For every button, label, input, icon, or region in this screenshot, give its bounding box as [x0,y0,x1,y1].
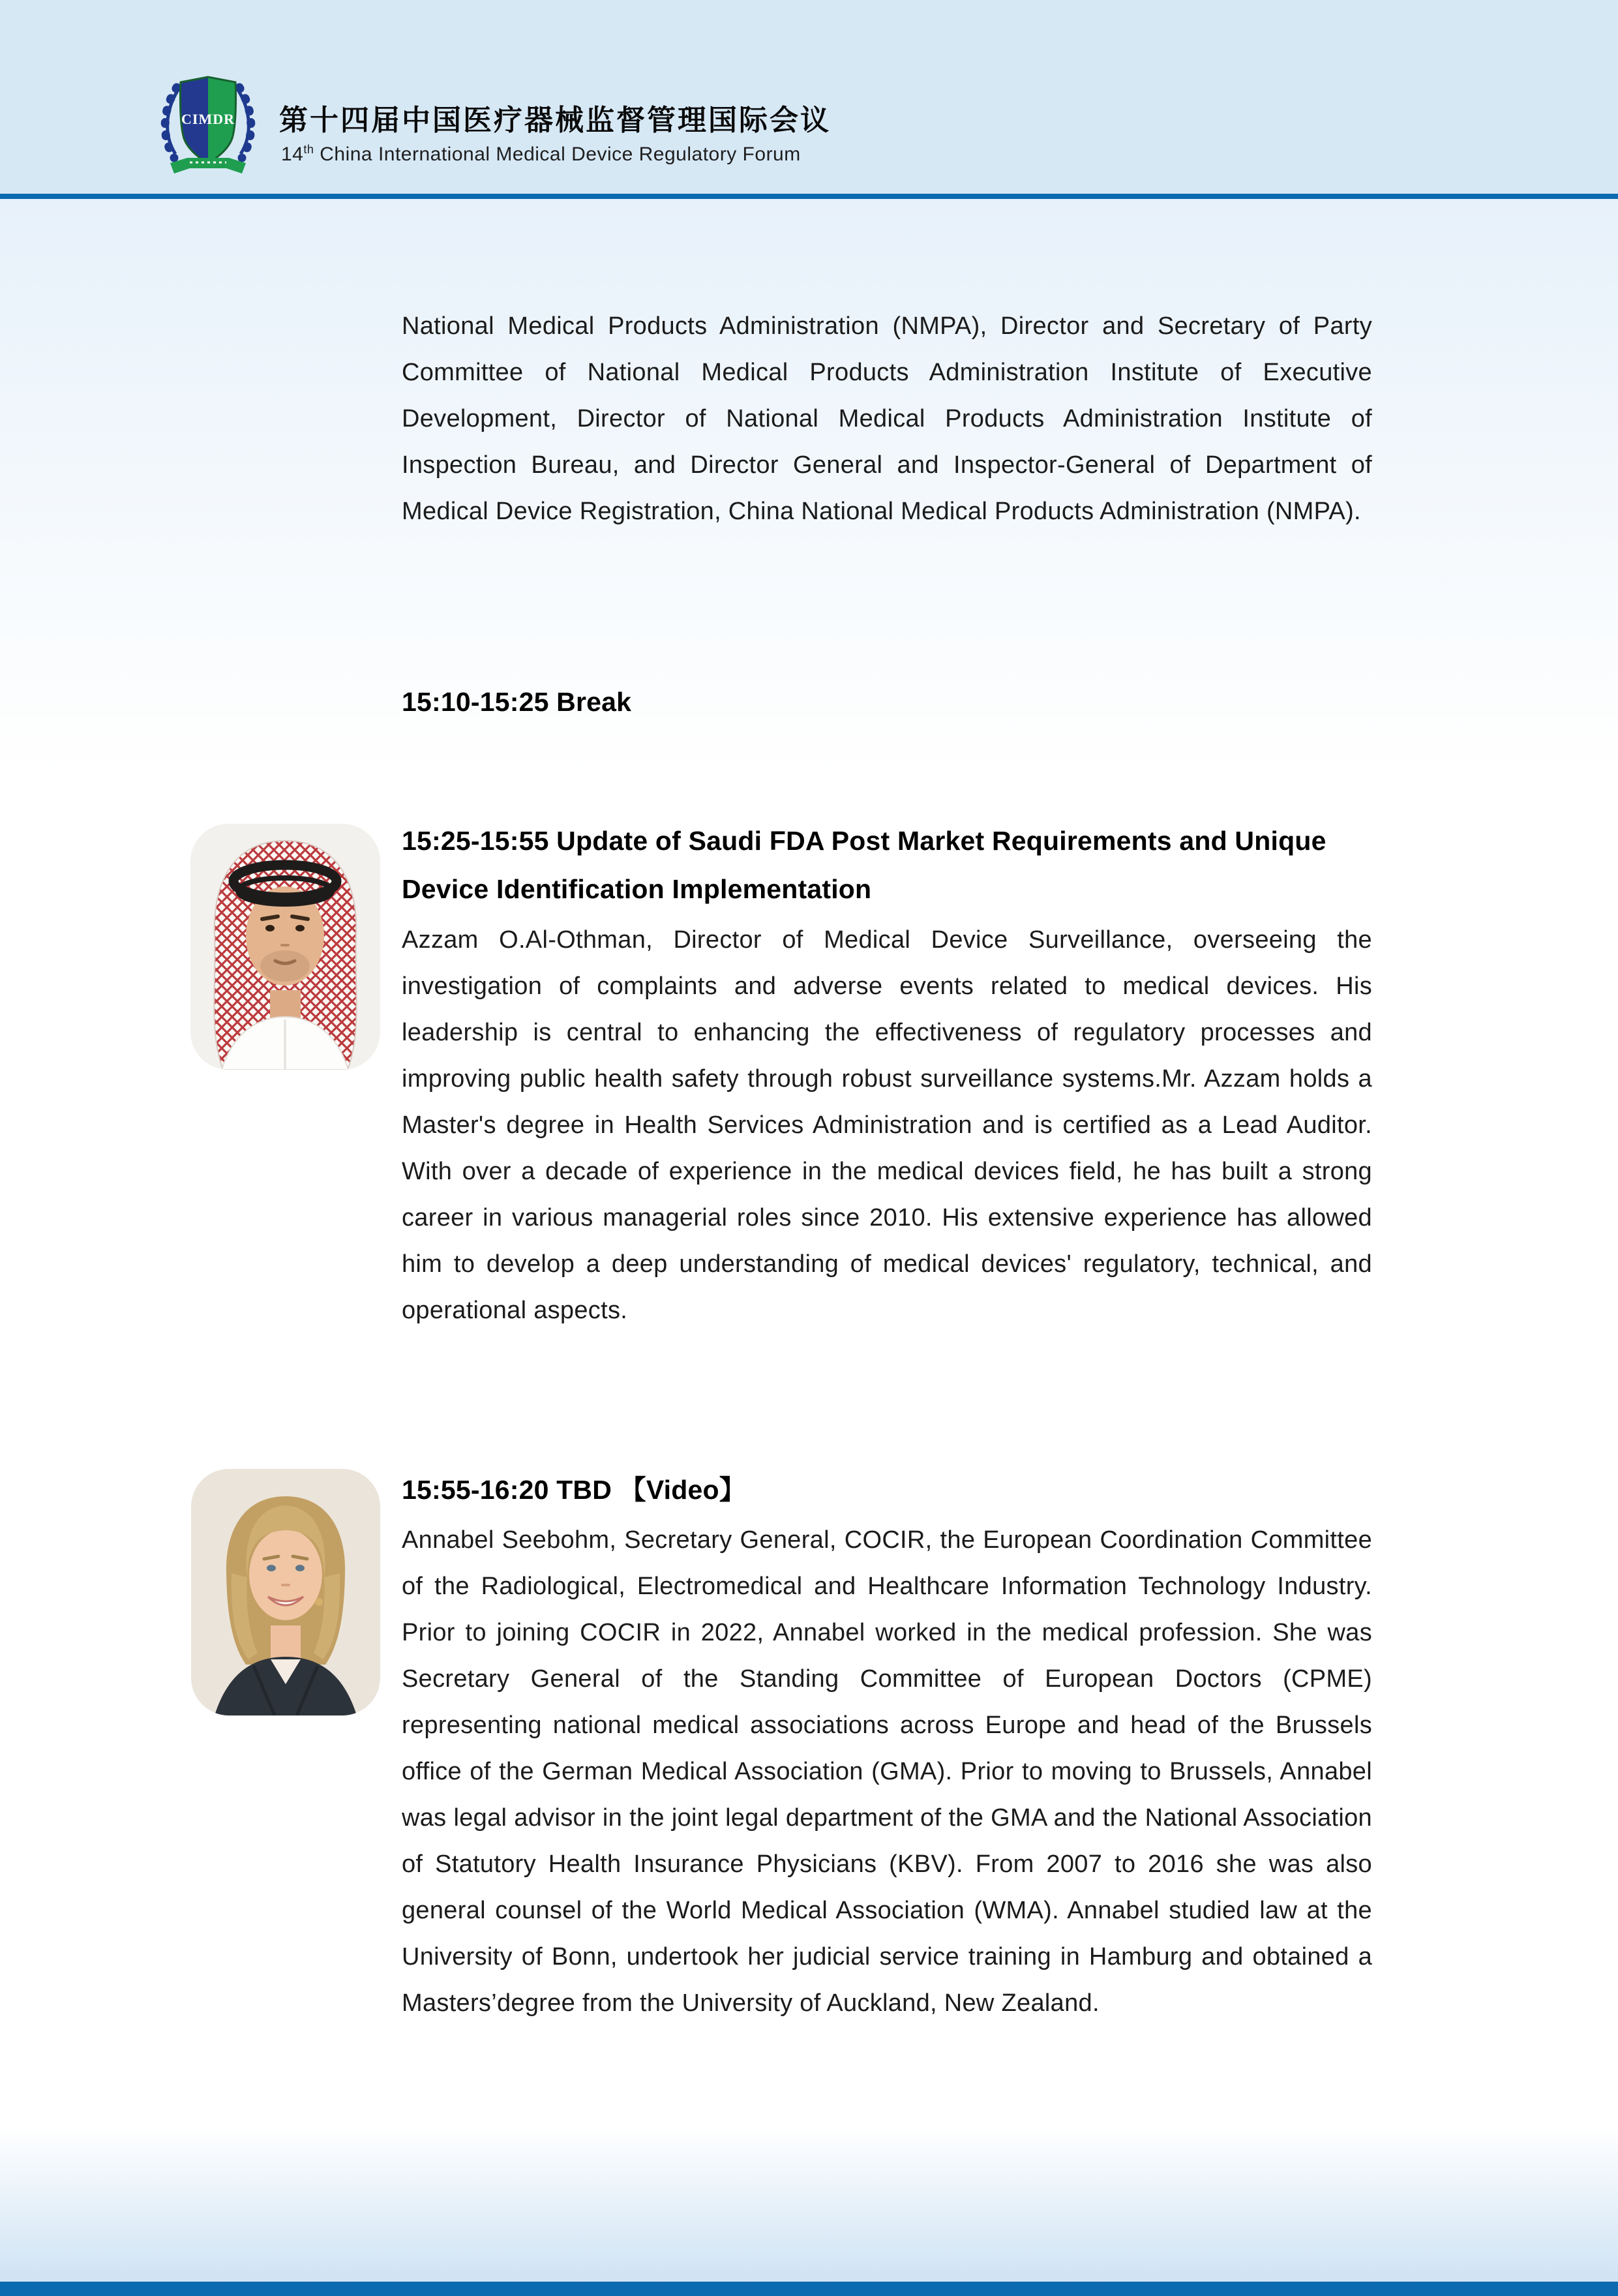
title-en-rest: China International Medical Device Regulatory Forum [314,144,801,165]
logo-acronym-text: CIMDR [181,111,235,127]
portrait-annabel-illustration [191,1469,380,1715]
session-heading-break: 15:10-15:25 Break [402,687,632,717]
conference-title-zh: 第十四届中国医疗器械监督管理国际会议 [279,104,831,136]
speaker-bio-continued: National Medical Products Administration (NMPA), Director and Secretary of Party Committee of National Medical Products Administration Institute of Executive Development, Director of National Medical Products Administration Institute of Inspection Bureau, and Director General and Inspector-General of Department of Medical Device Registration, China National Medical Products Administration (NMPA). [402,312,1372,525]
speaker-bio-azzam: Azzam O.Al-Othman, Director of Medical Device Surveillance, overseeing the investigation of complaints and adverse events related to medical devices. His leadership is central to enhancing the effectiveness of regulatory processes and improving public health safety through robust surveillance systems.Mr. Azzam holds a Master's degree in Health Services Administration and is certified as a Lead Auditor. With over a decade of experience in the medical devices field, he has built a strong career in various managerial roles since 2010. His extensive experience has allowed him to develop a deep understanding of medical devices' regulatory, technical, and operational aspects. [402,926,1372,1324]
session-heading-azzam: 15:25-15:55 Update of Saudi FDA Post Market Requirements and Unique Device Identification Implementation [402,826,1326,904]
session-heading-tbd-video: 15:55-16:20 TBD 【Video】 [402,1475,746,1505]
speaker-bio-annabel: Annabel Seebohm, Secretary General, COCIR, the European Coordination Committee of the Radiological, Electromedical and Healthcare Information Technology Industry. Prior to joining COCIR in 2022, Annabel worked in the medical profession. She was Secretary General of the Standing Committee of European Doctors (CPME) representing national medical associations across Europe and head of the Brussels office of the German Medical Association (GMA). Prior to moving to Brussels, Annabel was legal advisor in the joint legal department of the GMA and the National Association of Statutory Health Insurance Physicians (KBV). From 2007 to 2016 she was also general counsel of the World Medical Association (WMA). Annabel studied law at the University of Bonn, undertook her judicial service training in Hamburg and obtained a Masters’degree from the University of Auckland, New Zealand. [402,1526,1372,2017]
portrait-azzam-illustration [190,824,380,1070]
speaker-photo-annabel [191,1469,380,1715]
footer-gradient [0,2128,1618,2282]
conference-title-en [281,143,801,166]
title-en-ordinal: th [303,143,314,156]
cimdr-logo-icon [158,70,258,176]
speaker-photo-azzam [190,824,380,1070]
title-en-number: 14 [281,144,304,165]
bottom-accent-bar [0,2282,1618,2296]
top-accent-bar [0,194,1618,199]
